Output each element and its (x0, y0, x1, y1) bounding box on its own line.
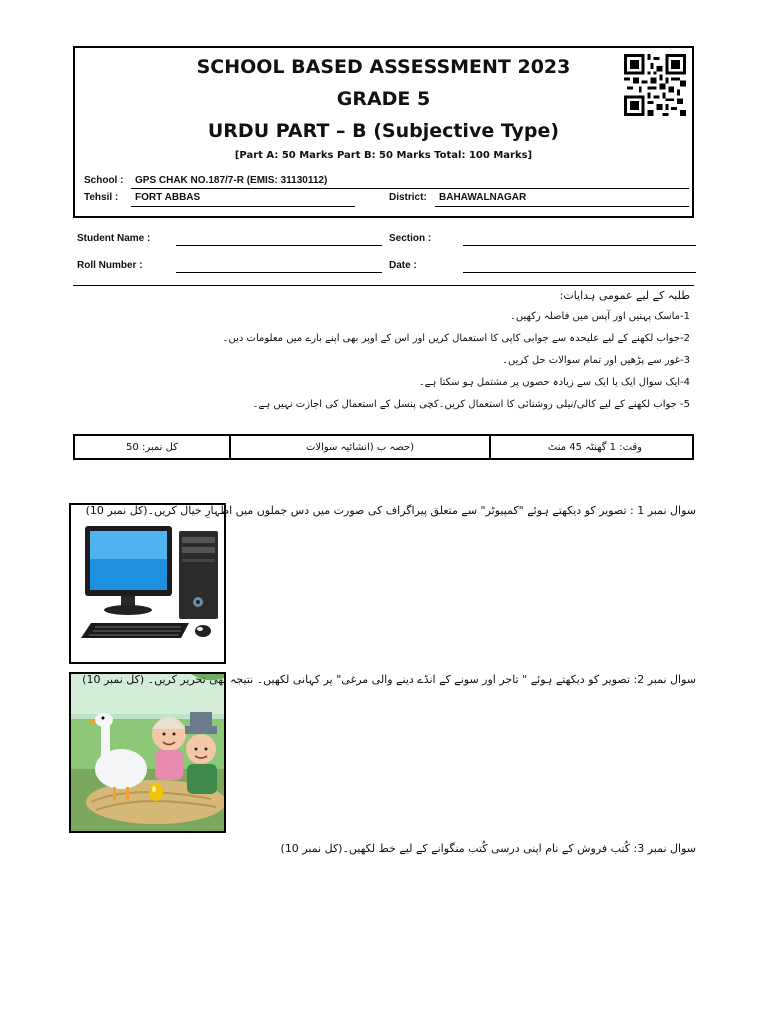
question-1: سوال نمبر 1 : تصویر کو دیکھتے ہوئے "کمپیوٹر" سے متعلق پیراگراف کی صورت میں دس جملوں میں اظہارِ خیال کریں۔(کل نمبر 10) (85, 504, 696, 517)
student-name-label: Student Name : (77, 233, 151, 244)
header-box (73, 46, 694, 218)
section-label: Section : (389, 233, 432, 244)
section-field[interactable] (463, 245, 696, 246)
instruction-item: 1-ماسک پہنیں اور آپس میں فاصلہ رکھیں۔ (510, 311, 690, 322)
section-cell (231, 436, 491, 458)
marks-note: [Part A: 50 Marks Part B: 50 Marks Total: 100 Marks] (234, 150, 533, 161)
instruction-item: 4-ایک سوال ایک یا ایک سے زیادہ حصوں پر مشتمل ہو سکتا ہے۔ (418, 377, 690, 388)
section-divider (73, 285, 694, 286)
question-2: سوال نمبر 2: تصویر کو دیکھتے ہوئے " تاجر اور سونے کے انڈے دینے والی مرغی" پر کہانی لکھیں۔ نتیجہ بھی تحریر کریں۔ (کل نمبر 10) (82, 673, 696, 686)
district-label: District: (389, 192, 427, 203)
district-value: BAHAWALNAGAR (439, 192, 527, 203)
instruction-item: 3-غور سے پڑھیں اور تمام سوالات حل کریں۔ (502, 355, 690, 366)
total-marks-cell (75, 436, 231, 458)
total-marks: کل نمبر: 50 (126, 441, 178, 453)
school-value: GPS CHAK NO.187/7-R (EMIS: 31130112) (135, 175, 328, 186)
subject-title: URDU PART – B (Subjective Type) (207, 120, 560, 142)
computer-icon (71, 505, 224, 662)
district-line (435, 206, 689, 207)
school-label: School : (84, 175, 124, 186)
grade-title: GRADE 5 (336, 88, 431, 110)
time-cell (491, 436, 692, 458)
goose-egg-icon (71, 674, 224, 831)
tehsil-line (131, 206, 355, 207)
roll-number-label: Roll Number : (77, 260, 143, 271)
question-3: سوال نمبر 3: کُتب فروش کے نام اپنی درسی کُتب منگوانے کے لیے خط لکھیں۔(کل نمبر 10) (280, 842, 696, 855)
student-name-field[interactable] (176, 245, 382, 246)
exam-time: وقت: 1 گھنٹہ 45 منٹ (547, 441, 642, 453)
instruction-item: 2-جواب لکھنے کے لیے علیحدہ سے جوابی کاپی کا استعمال کریں اور اس کے اوپر بھی اپنے بارے میں معلومات دیں۔ (222, 333, 690, 344)
exam-info-table (73, 434, 694, 460)
qr-code-icon (624, 54, 686, 116)
tehsil-label: Tehsil : (84, 192, 119, 203)
exam-title: SCHOOL BASED ASSESSMENT 2023 (196, 56, 571, 78)
computer-illustration (69, 503, 226, 664)
instruction-item: 5- جواب لکھنے کے لیے کالی/نیلی روشنائی کا استعمال کریں۔کچی پنسل کے استعمال کی اجازت نہیں ہے۔ (252, 399, 690, 410)
school-line (131, 188, 689, 189)
roll-number-field[interactable] (176, 272, 382, 273)
goose-golden-egg-illustration (69, 672, 226, 833)
instructions-heading: طلبہ کے لیے عمومی ہدایات: (559, 289, 690, 302)
date-label: Date : (389, 260, 417, 271)
tehsil-value: FORT ABBAS (135, 192, 201, 203)
date-field[interactable] (463, 272, 696, 273)
section-title: (حصہ ب (انشائیہ سوالات (305, 441, 415, 453)
